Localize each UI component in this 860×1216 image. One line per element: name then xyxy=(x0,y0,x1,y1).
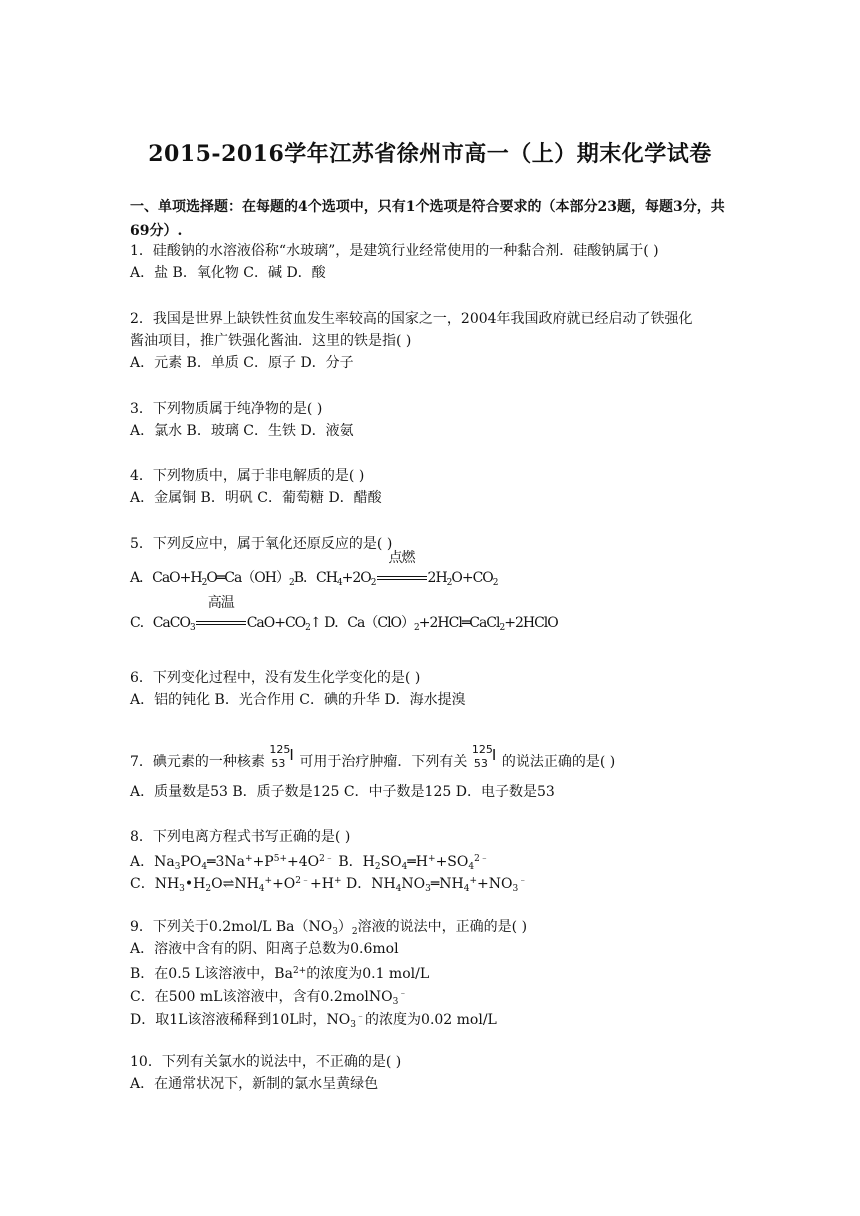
q6-options: A．铝的钝化 B．光合作用 C．碘的升华 D．海水提溴 xyxy=(130,692,466,708)
q7-options: A．质量数是53 B．质子数是125 C．中子数是125 D．电子数是53 xyxy=(130,784,555,800)
q1-options: A．盐 B．氧化物 C．碱 D．酸 xyxy=(130,265,326,281)
q9-option-a: A．溶液中含有的阴、阳离子总数为0.6mol xyxy=(130,941,399,957)
q3-stem: 3．下列物质属于纯净物的是( ) xyxy=(130,401,323,417)
section-heading: 一、单项选择题：在每题的4个选项中，只有1个选项是符合要求的（本部分23题，每题3分，共69分）. xyxy=(130,199,725,239)
q5-options-ab: A．$CaO+H_2O═Ca(OH)_2B$．$CH_4+2O_2$ 点燃 $2H_2O+CO_2$ xyxy=(130,550,498,588)
q8-options-cd: C．$NH_3•H_2O\rightleftharpoons NH_4^++O^{2﹣}+H^+$ D．$NH_4NO_3═NH_4^++NO_3^﹣$ xyxy=(130,876,528,894)
q2-stem-line2: 酱油项目，推广铁强化酱油．这里的铁是指( ) xyxy=(130,333,412,349)
ignition-condition: 点燃 xyxy=(376,568,428,588)
q9-option-b: B．在0.5 L该溶液中，$Ba^{2+}$的浓度为0.1 mol/L xyxy=(130,966,430,982)
q2-stem-line1: 2．我国是世界上缺铁性贫血发生率较高的国家之一，2004年我国政府就已经启动了铁强化 xyxy=(130,311,693,327)
q5-stem: 5．下列反应中，属于氧化还原反应的是( ) xyxy=(130,536,393,552)
high-temp-condition: 高温 xyxy=(195,613,247,633)
q8-options-ab: A．$Na_3PO_4═3Na^++P^{5+}+4O^{2﹣}$ B．$H_2SO_4═H^++SO_4^{2﹣}$ xyxy=(130,854,489,872)
q9-option-c: C．在500 mL该溶液中，含有0.2molNO$_3$﹣ xyxy=(130,989,408,1007)
q4-stem: 4．下列物质中，属于非电解质的是( ) xyxy=(130,468,365,484)
q5-options-cd: C．CaCO$_3$ 高温 $CaO+CO_2↑$ D．$Ca(ClO)_2+2HCl═CaCl_2+2HClO$ xyxy=(130,595,558,633)
page-title: 2015-2016学年江苏省徐州市高一（上）期末化学试卷 xyxy=(148,141,712,167)
q9-stem: 9．下列关于0.2mol/L $Ba(NO_3)_2$溶液的说法中，正确的是( ) xyxy=(130,919,528,937)
q8-stem: 8．下列电离方程式书写正确的是( ) xyxy=(130,829,351,845)
q7-stem: 7．碘元素的一种核素 125 53 I 可用于治疗肿瘤．下列有关 125 53 I 的说法正确的是( ) xyxy=(130,743,616,770)
nuclide-symbol: 125 53 I xyxy=(471,743,497,770)
q9-option-d: D．取1L该溶液稀释到10L时，$NO_3^﹣$的浓度为0.02 mol/L xyxy=(130,1012,497,1030)
q10-option-a: A．在通常状况下，新制的氯水呈黄绿色 xyxy=(130,1076,379,1092)
q4-options: A．金属铜 B．明矾 C．葡萄糖 D．醋酸 xyxy=(130,490,382,506)
nuclide-symbol: 125 53 I xyxy=(269,743,294,770)
q6-stem: 6．下列变化过程中，没有发生化学变化的是( ) xyxy=(130,670,421,686)
q1-stem: 1．硅酸钠的水溶液俗称“水玻璃”，是建筑行业经常使用的一种黏合剂．硅酸钠属于( ) xyxy=(130,243,659,259)
q2-options: A．元素 B．单质 C．原子 D．分子 xyxy=(130,355,354,371)
q3-options: A．氯水 B．玻璃 C．生铁 D．液氨 xyxy=(130,423,354,439)
q10-stem: 10．下列有关氯水的说法中，不正确的是( ) xyxy=(130,1054,402,1070)
